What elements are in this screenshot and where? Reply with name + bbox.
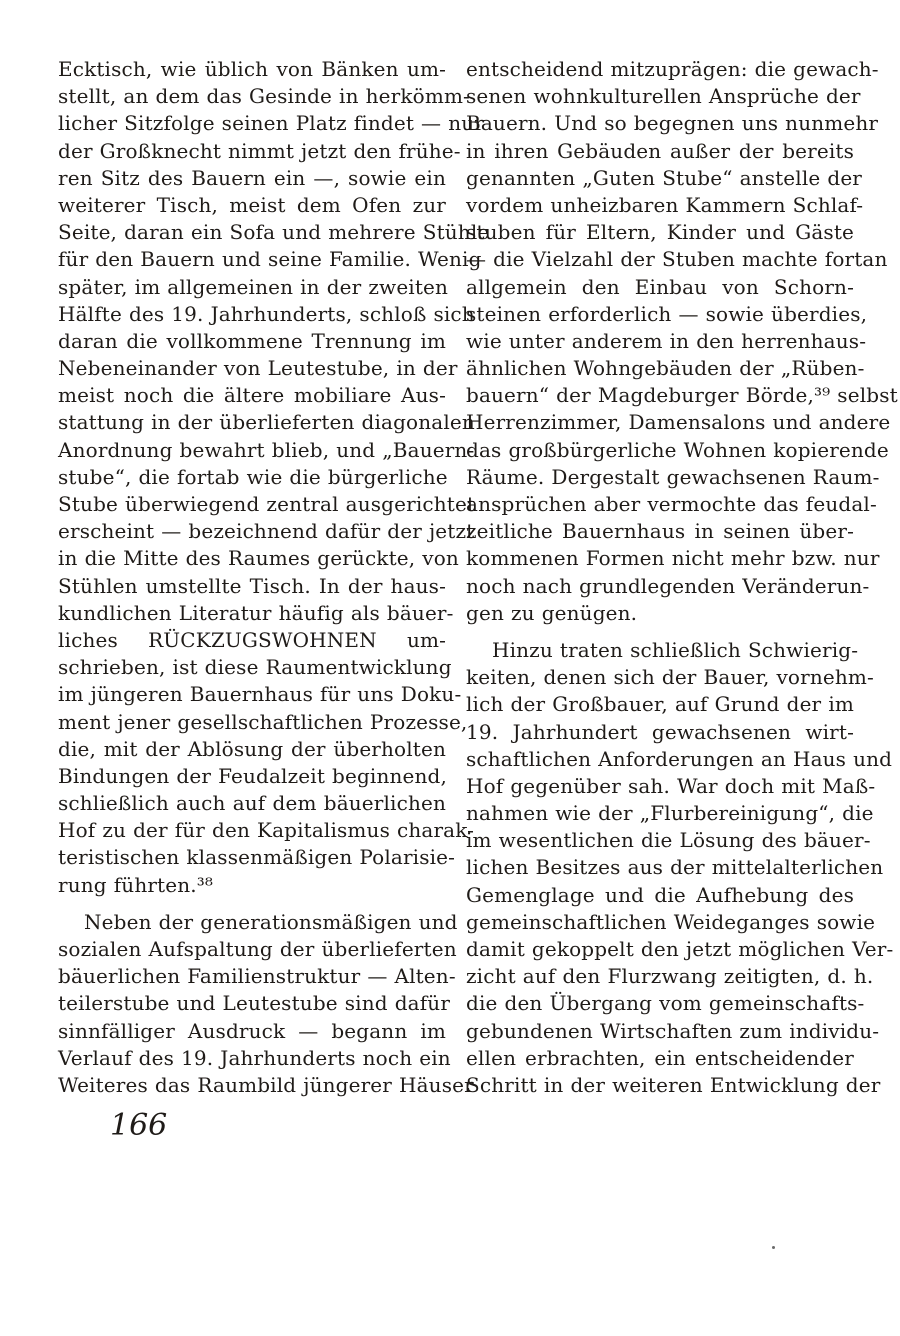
text-line: stube“, die fortab wie die bürgerliche [58, 464, 448, 489]
text-line: Stühlen umstellte Tisch. In der haus- [58, 573, 446, 598]
text-line: liches RÜCKZUGSWOHNEN um- [58, 627, 446, 652]
text-line: nahmen wie der „Flurbereinigung“, die [466, 801, 874, 826]
text-line: steinen erforderlich — sowie überdies, [466, 301, 868, 326]
text-line: Ecktisch, wie üblich von Bänken um- [58, 57, 446, 81]
text-line: genannten „Guten Stube“ anstelle der [466, 165, 863, 190]
text-line: erscheint — bezeichnend dafür der jetzt [58, 519, 475, 544]
text-line: Hof gegenüber sah. War doch mit Maß- [466, 773, 876, 798]
text-line: später, im allgemeinen in der zweiten [58, 274, 449, 299]
text-line: keiten, denen sich der Bauer, vornehm- [466, 665, 874, 690]
text-line: ellen erbrachten, ein entscheidender [466, 1045, 854, 1070]
text-line: entscheidend mitzuprägen: die gewach- [466, 57, 879, 81]
text-line: Bauern. Und so begegnen uns nunmehr [466, 111, 879, 136]
text-line: im jüngeren Bauernhaus für uns Doku- [58, 682, 462, 707]
text-line: stattung in der überlieferten diagonalen [58, 410, 475, 435]
text-line: kommenen Formen nicht mehr bzw. nur [466, 546, 880, 571]
text-line: senen wohnkulturellen Ansprüche der [466, 84, 861, 109]
paper-speck [772, 1246, 775, 1249]
text-line: ren Sitz des Bauern ein —, sowie ein [58, 165, 446, 190]
text-line: Anordnung bewahrt blieb, und „Bauern- [58, 437, 475, 462]
text-line: — die Vielzahl der Stuben machte fortan [466, 247, 888, 272]
text-line: in ihren Gebäuden außer der bereits [466, 138, 854, 163]
text-line: Räume. Dergestalt gewachsenen Raum- [466, 464, 880, 489]
text-line: gebundenen Wirtschaften zum individu- [466, 1018, 880, 1043]
text-line: Nebeneinander von Leutestube, in der [58, 356, 458, 381]
text-line: der Großknecht nimmt jetzt den frühe- [58, 138, 461, 163]
text-line: für den Bauern und seine Familie. Wenig [58, 247, 482, 272]
text-line: Gemenglage und die Aufhebung des [466, 882, 854, 907]
text-line: licher Sitzfolge seinen Platz findet — nur [58, 111, 484, 136]
text-line: Hinzu traten schließlich Schwierig- [492, 637, 859, 662]
text-line: Stube überwiegend zentral ausgerichtet [58, 492, 476, 516]
text-line: zicht auf den Flurzwang zeitigten, d. h. [466, 964, 874, 989]
text-line: ähnlichen Wohngebäuden der „Rüben- [466, 356, 865, 381]
text-line: vordem unheizbaren Kammern Schlaf- [466, 192, 864, 217]
text-line: stuben für Eltern, Kinder und Gäste [466, 220, 854, 245]
text-line: lichen Besitzes aus der mittelalterlichen [466, 855, 884, 880]
text-line: im wesentlichen die Lösung des bäuer- [466, 828, 871, 853]
text-line: lich der Großbauer, auf Grund der im [466, 692, 854, 717]
text-line: die, mit der Ablösung der überholten [58, 736, 446, 761]
text-line: gen zu genügen. [466, 600, 638, 625]
text-line: Seite, daran ein Sofa und mehrere Stühle [58, 220, 490, 245]
text-line: Herrenzimmer, Damensalons und andere [466, 410, 891, 435]
text-line: Verlauf des 19. Jahrhunderts noch ein [58, 1045, 451, 1070]
text-line: bauern“ der Magdeburger Börde,³⁹ selbst [466, 383, 898, 408]
text-line: das großbürgerliche Wohnen kopierende [466, 437, 889, 462]
text-line: teristischen klassenmäßigen Polarisie- [58, 845, 456, 870]
text-line: noch nach grundlegenden Veränderun- [466, 573, 870, 598]
text-line: bäuerlichen Familienstruktur — Alten- [58, 964, 456, 989]
text-line: teilerstube und Leutestube sind dafür [58, 991, 451, 1016]
text-line: Weiteres das Raumbild jüngerer Häuser [58, 1072, 474, 1097]
right-text-column [466, 56, 898, 1099]
page-number: 166 [110, 1108, 168, 1143]
text-line: rung führten.³⁸ [58, 872, 214, 897]
text-line: die den Übergang vom gemeinschafts- [466, 991, 865, 1016]
text-line: schließlich auch auf dem bäuerlichen [58, 791, 446, 816]
text-line: 19. Jahrhundert gewachsenen wirt- [466, 719, 854, 744]
text-line: allgemein den Einbau von Schorn- [466, 274, 854, 299]
text-line: Hof zu der für den Kapitalismus charak- [58, 818, 475, 843]
text-line: ansprüchen aber vermochte das feudal- [466, 492, 877, 516]
text-line: damit gekoppelt den jetzt möglichen Ver- [466, 937, 894, 961]
text-line: gemeinschaftlichen Weideganges sowie [466, 909, 876, 934]
text-line: sinnfälliger Ausdruck — begann im [58, 1018, 446, 1043]
text-line: schaftlichen Anforderungen an Haus und [466, 746, 893, 771]
text-line: daran die vollkommene Trennung im [58, 328, 446, 353]
text-line: Hälfte des 19. Jahrhunderts, schloß sich [58, 301, 475, 326]
text-line: kundlichen Literatur häufig als bäuer- [58, 600, 454, 625]
text-line: stellt, an dem das Gesinde in herkömm- [58, 84, 470, 109]
text-line: weiterer Tisch, meist dem Ofen zur [58, 192, 446, 217]
text-line: schrieben, ist diese Raumentwicklung [58, 655, 452, 680]
text-line: Neben der generationsmäßigen und [84, 909, 458, 934]
text-line: sozialen Aufspaltung der überlieferten [58, 937, 457, 961]
text-line: zeitliche Bauernhaus in seinen über- [466, 519, 854, 544]
text-line: Schritt in der weiteren Entwicklung der [466, 1072, 881, 1097]
text-line: meist noch die ältere mobiliare Aus- [58, 383, 446, 408]
text-line: ment jener gesellschaftlichen Prozesse, [58, 709, 468, 734]
text-line: wie unter anderem in den herrenhaus- [466, 328, 867, 353]
text-line: Bindungen der Feudalzeit beginnend, [58, 763, 447, 788]
text-line: in die Mitte des Raumes gerückte, von [58, 546, 459, 571]
left-text-column [58, 56, 490, 1099]
